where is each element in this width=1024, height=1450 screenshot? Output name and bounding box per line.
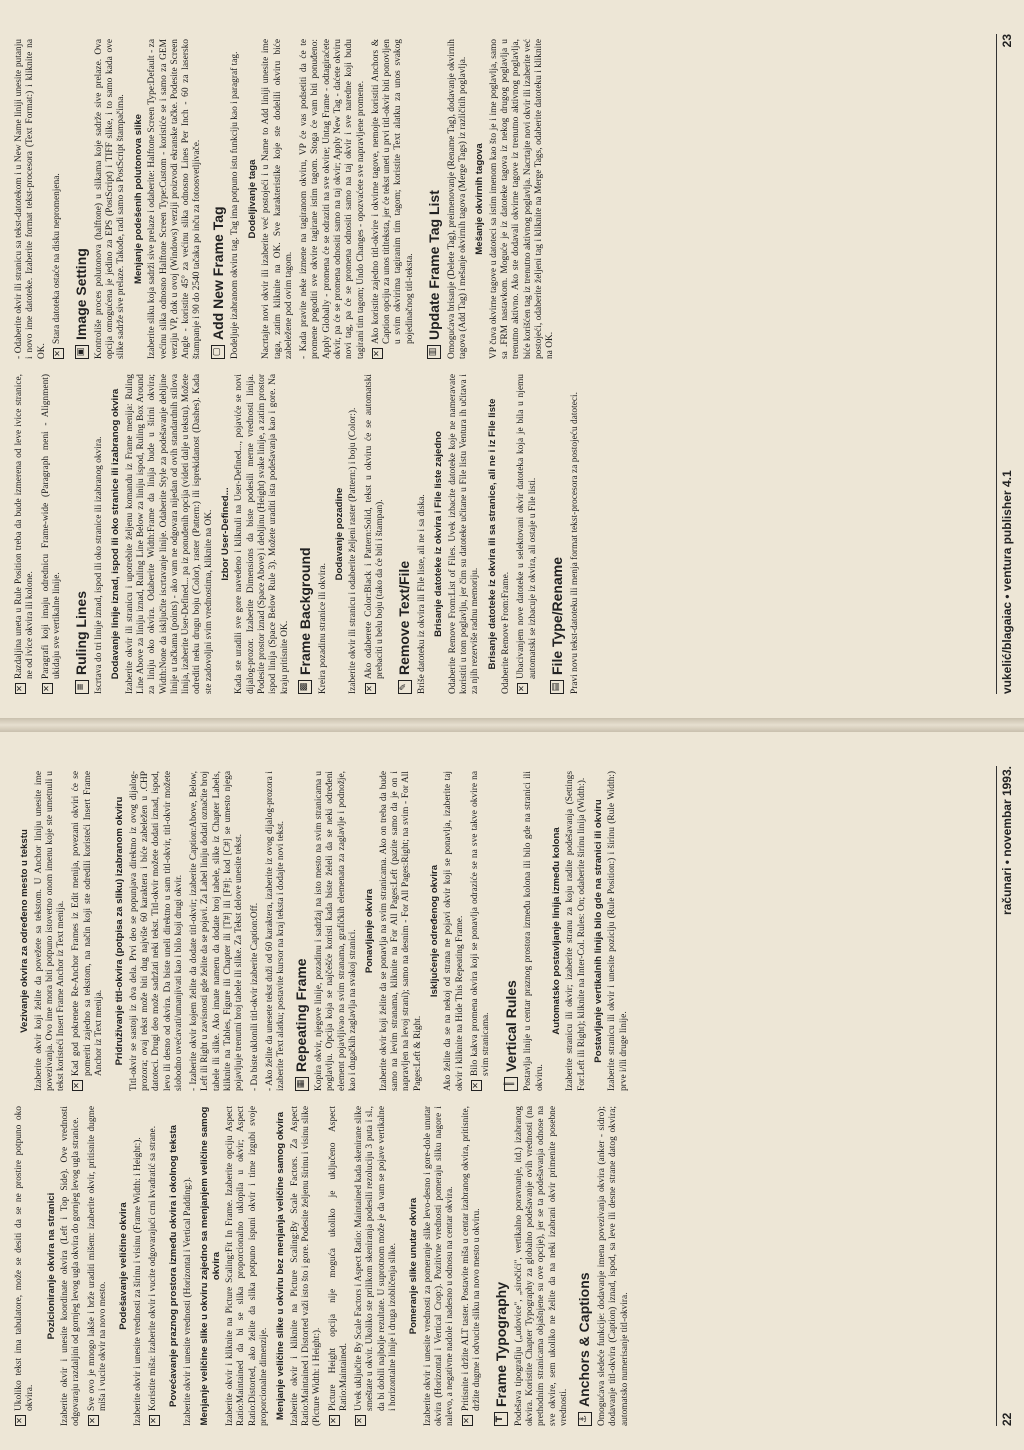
body-paragraph: Dodeljuje izabranom okviru tag. Tag ima potpuno istu funkciju kao i paragraf tag.	[230, 51, 241, 359]
body-paragraph: Izaberite okvir i unesite koordinate okvira (Left i Top Side). Ove vrednosti odgovaraju razdaljini od gornjeg levog ugla okvira do gornjeg levog ugla stranice.	[60, 1106, 82, 1426]
body-paragraph: Odaberite Remove From:List of Files. Uvek izbacite datoteke koje ne nameravate koristiti u tom poglavlju, jer čim su datoteke učitane u File listu Ventura ih učitava i za njih rezerviše radnu memoriju.	[447, 374, 481, 694]
tip-item	[516, 374, 543, 694]
subheading: Mešanje okvirnih tagova	[474, 143, 486, 255]
subheading: Izbor User-Defined...	[219, 487, 231, 581]
section-heading	[503, 771, 520, 1091]
checkbox-x-icon: ✕	[372, 348, 383, 359]
section-heading-text: Image Setting	[73, 248, 90, 340]
section-heading-text: Update Frame Tag List	[425, 190, 442, 340]
tip-item	[371, 39, 420, 359]
subheading: Pomeranje slike unutar okvira	[408, 1197, 420, 1335]
section-icon: ▣	[75, 345, 89, 359]
section-heading	[293, 771, 310, 1091]
body-paragraph: Izaberite okvir ili stranicu i upotrebite željenu komandu iz Frame menija: Ruling Line Above za liniju iznad, Ruling Line Below za liniju ispod, Ruling Box Around za liniju oko okvira. Odaberite Width:Frame da linija bude u širini okvira; Width:None da isključite iscrtavanje linije. Odaberite Style za podešavanje debljine linije u tačkama (points) - ako vam ne odgovara nijedan od ovih standardnih stilova linija, izaberite User-Defined... pa iz ponuđenih opcija (videti dalje u tekstu). Možete odrediti neku drugu boju (Color), raster (Pattern:) ili isprekidanost (Dashes). Kada ste zadovoljni svim vrednostima, kliknite na OK.	[124, 374, 214, 694]
body-paragraph: Podešava tipografiju („udovice", „siročići", vertikalno poravnanje, itd.) izabranog okvira. Koristite Chapter Typography za globalno podešavanje ovih vrednosti (na prethodnim stranicama objašnjene su ove opcije), jer se ta podešavanja odnose na sve okvire, sem ukoliko ne želite da na neki izabrani okvir primenite posebne vrednosti.	[513, 1106, 570, 1426]
body-paragraph: Izaberite okvir i kliknite na Picture Scaling:By Scale Factors. Za Aspect Ratio:Maintained i Distorted važi isto što i gore. Podesite željenu širinu i visinu slike (Picture Width: i Height:).	[289, 1106, 323, 1426]
section-heading-text: Frame Typography	[493, 1282, 510, 1407]
page-23-number: 23	[1000, 34, 1014, 48]
body-paragraph: Izaberite okvir i unesite vrednosti (Horizontal i Vertical Padding:).	[182, 1177, 193, 1426]
section-heading-text: Remove Text/File	[396, 560, 413, 675]
body-paragraph: Izaberite stranicu ili okvir; izaberite stranu za koju radite podešavanja (Settings For:Left ili Right); kliknite na Inter-Col. Rules: On; odaberite širinu linija (Width:).	[565, 771, 587, 1091]
body-paragraph: Izaberite okvir i unesite vrednosti za širinu i visinu (Frame Width: i Height:).	[132, 1137, 143, 1426]
tip-item	[354, 1106, 403, 1426]
tip-text: Stara datoteka ostaće na disku nepromenjena.	[51, 173, 62, 344]
checkbox-x-icon: ✕	[15, 1415, 26, 1426]
body-paragraph: Kreira pozadinu stranice ili okvira.	[317, 563, 328, 694]
subheading: Menjanje veličine slike u okviru zajedno sa menjanjem veličine samog okvira	[199, 1106, 222, 1426]
page-22-footer	[996, 766, 1014, 1426]
section-heading	[426, 39, 443, 359]
section-icon: T	[494, 1412, 508, 1426]
book-gutter	[0, 718, 1024, 732]
tip-text: Sve ovo je mnogo lakše i brže uraditi mišem: izaberite okvir, pritisnite dugme miša i vucite okvir na novo mesto.	[86, 1106, 108, 1411]
section-heading	[576, 1106, 593, 1426]
section-icon: ▢	[211, 345, 225, 359]
body-paragraph: Ako želite da se na nekoj od strana ne pojavi okvir koji se ponavlja, izaberite taj okvir i kliknite na Hide This Repeating Frame.	[443, 771, 465, 1091]
body-paragraph: - Izaberite okvir kojem želite da dodate titl-okvir; izaberite Caption:Above, Below, Left ili Right u zavisnosti gde želite da se pojavi. Za Label liniju dodati označite broj tabele ili slike. Ako imate nameru da dodate broj tabele, slike iz Chapter Labels, kliknite na Tables, Figure ili Chapter ili [T#] ili [F#]; kod [C#] se umesto njega pojavljuje trenutni broj tabele ili slike. Za Tekst delove unesite tekst.	[189, 771, 245, 1091]
section-heading-text: Ruling Lines	[73, 591, 90, 675]
checkbox-x-icon: ✕	[365, 683, 376, 694]
subheading: Dodeljivanje taga	[246, 159, 258, 239]
section-heading-text: Vertical Rules	[502, 980, 519, 1072]
body-paragraph: VP čuva okvirne tagove u datoteci sa istim imenom kao što je i ime poglavlja, samo sa .FRM nastavkom. Moguće je iz datoteke tagova iz nekog drugog poglavlja u trenutno aktivno. Ako ste dodavali okvirne tagove iz trenutno aktivnog poglavlja, biće korišćen tag iz trenutno aktivnog poglavlja. Nacrtajte novi okvir ili izaberite već postojeći, odaberite željeni tag i kliknite na Merge Tags, odaberite datoteku i kliknite na OK.	[488, 39, 556, 359]
section-heading-text: Add New Frame Tag	[209, 206, 226, 340]
subheading: Brisanje datoteke iz okvira ili sa stranice, ali ne i iz File liste	[486, 398, 498, 670]
tip-item	[328, 1106, 355, 1426]
subheading: Automatsko postavljanje linija između kolona	[550, 827, 562, 1035]
page-23	[14, 14, 1014, 704]
page-22	[14, 746, 1014, 1436]
page-22-column-1	[14, 1106, 635, 1426]
checkbox-x-icon: ✕	[53, 348, 64, 359]
body-paragraph: Postavlja linije u centar praznog prostora između kolona ili bilo gde na stranici ili okviru.	[523, 771, 545, 1091]
section-heading	[396, 374, 413, 694]
body-paragraph: - Kada pravite neke izmene na tagiranom okviru, VP će vas podsetiti da će te promene pogoditi sve okvire tagirane istim tagom. Stoga će vam biti ponuđeno: Apply Globally - promena će se odraziti na sve okvire; Untag Frame - odtagiraćete okvir, pa će se promena odnositi samo na taj okvir; Apply New Tag - daćete okviru novi tag, pa će se promena odnositi samo na taj okvir i sve naredne koji budu tagirani tim tagom; Undo Changes - opozvaćete sve napravljene promene.	[299, 39, 366, 359]
subheading: Vezivanje okvira za određeno mesto u tekstu	[19, 829, 30, 1033]
section-heading	[73, 39, 90, 359]
tip-text: Koristite miša: izaberite okvir i vucite odgovarajući crni kvadratić sa strane.	[147, 1125, 158, 1411]
subheading: Isključenje određenog okvira	[428, 864, 440, 998]
page-22-column-2	[14, 771, 634, 1091]
body-paragraph: Izaberite okvir i kliknite na Picture Scaling:Fit In Frame. Izaberite opciju Aspect Ratio:Maintained da bi se slika proporcionalno uklopila u okvir; Aspect Ratio:Distorted, ako želite da slika potpuno ispuni okvir i time izgubi svoje proporcionalne dimenzije.	[225, 1106, 269, 1426]
tip-item	[14, 374, 41, 694]
body-paragraph: Izaberite okvir ili stranicu i odaberite željeni raster (Pattern:) i boju (Color:).	[348, 407, 359, 694]
tip-item	[14, 1106, 41, 1426]
page-23-column-1	[14, 374, 585, 694]
section-icon: ▦	[295, 1077, 309, 1091]
subheading: Dodavanje pozadine	[333, 487, 345, 581]
section-heading-text: Repeating Frame	[293, 958, 310, 1072]
tip-item	[364, 374, 391, 694]
subheading: Postavljanje vertikalnih linija bilo gde na stranici ili okviru	[592, 799, 604, 1063]
body-paragraph: Odaberite Remove From:Frame.	[501, 571, 512, 694]
body-paragraph: - Odaberite okvir ili stranicu sa tekst-datotekom i u New Name liniji unesite putanju i novo ime datoteke. Izaberite format tekst-procesora (Text Format:) i kliknite na OK.	[14, 39, 47, 359]
section-icon: ≡	[75, 680, 89, 694]
section-heading-text: File Type/Rename	[549, 556, 566, 675]
tip-item	[470, 771, 497, 1091]
body-paragraph: - Da biste uklonili titl-okvir izaberite Caption:Off.	[249, 902, 260, 1091]
tip-item	[41, 374, 68, 694]
tip-item	[461, 1106, 488, 1426]
section-heading	[493, 1106, 510, 1426]
page-23-magazine: vukelić/blagaiac • ventura publisher 4.1	[1000, 470, 1014, 694]
subheading: Menjanje podešenih polutonova slike	[132, 113, 144, 285]
tip-text: Picture Height opcija nije moguća ukoliko je uključeno Aspect Ratio:Maintained.	[327, 1106, 349, 1411]
section-icon: ▤	[550, 680, 564, 694]
tip-text: Ubacivanjem nove datoteke u selektovani okvir datoteka koja je bila u njemu automatski se izbacuje iz okvira, ali ostaje u File listi.	[516, 374, 538, 679]
checkbox-x-icon: ✕	[471, 1080, 482, 1091]
body-paragraph: Kontroliše proces polutonova (halftone) u slikama koje sadrže sive prelaze. Ova opcija omogućena je jedino za EPS (PostScript) i TIFF slike, i to samo kada ove slike sadrže sive prelaze. Takođe, radi samo sa PostScript štampačima.	[93, 39, 127, 359]
tip-text: Bilo kakva promena okvira koji se ponavlja odraziće se na sve takve okvire na svim stranicama.	[469, 771, 492, 1076]
section-heading	[549, 374, 566, 694]
tip-item	[148, 1106, 163, 1426]
checkbox-x-icon: ✕	[462, 1415, 473, 1426]
page-23-column-2	[14, 39, 560, 359]
section-icon: ║	[504, 1077, 518, 1091]
checkbox-x-icon: ✕	[42, 683, 53, 694]
checkbox-x-icon: ✕	[149, 1415, 160, 1426]
subheading: Pozicioniranje okvira na stranici	[45, 1192, 57, 1340]
body-paragraph: Briše datoteku iz okvira ili File liste, ali ne i sa diska.	[417, 494, 428, 694]
body-paragraph: Izaberite stranicu ili okvir i unesite poziciju (Rule Position:) i širinu (Rule Width:) prve i/ili druge linije.	[607, 771, 629, 1091]
body-paragraph: Kada ste uradili sve gore navedeno i kliknuli na User-Defined..., pojaviće se novi dijalog-prozor. Izaberite Dimensions da biste podesili merne vrednosti linija. Podesite prostor iznad (Space Above) i debljinu (Height) svake linije, a zatim prostor ispod linija (Space Below Rule 3). Možete uraditi ista podešavanja kao i gore. Na kraju pritisnite OK.	[234, 374, 290, 694]
body-paragraph: Kopira okvir, njegove linije, pozadinu i sadržaj na isto mesto na svim stranicama u poglavlju. Opcija koja se najčešće koristi kada biste želeli da se neki određeni element pojavljivao na svim stranama, grafičkih elemenata za zaglavlje i podnožje, kao i dugačkih zaglavlja na svakoj stranici.	[314, 771, 358, 1091]
section-icon: ▥	[427, 345, 441, 359]
tip-item	[87, 1106, 114, 1426]
tip-text: Kad god pokrenete Re-Anchor Frames iz Edit menija, povezani okviri će se pomeriti zajedno sa tekstom, na način koji ste odredili koristeći Insert Frame Anchor iz Text menija.	[71, 771, 104, 1076]
body-paragraph: Izaberite okvir koji želite da povežete sa tekstom. U Anchor liniju unesite ime povezivanja. Ovo ime mora biti potpuno istovetno onom imenu koje ste umetnuli u tekst koristeći Insert Frame Anchor iz Text menija.	[33, 771, 67, 1091]
tip-text: Pritisnite i držite ALT taster. Postavite miša u centar izabranog okvira, pritisnite, držite dugme i odvucite sliku na novo mesto u okviru.	[460, 1106, 482, 1411]
tip-text: Uvek uključite By Scale Factors i Aspect Ratio: Maintained kada skenirane slike smeštate u okvir. Ukoliko ste prilikom skeniranja podesili rezoluciju 3 puta i sl., da bi dobili najbolje rezultate. U suprotnom može je da vam se pojave vertikalne i horizontalne linije i druga izobličenja slike.	[354, 1106, 398, 1411]
section-heading	[73, 374, 90, 694]
page-22-magazine: računari • novembar 1993.	[1000, 766, 1014, 915]
section-heading	[297, 374, 314, 694]
checkbox-x-icon: ✕	[72, 1080, 83, 1091]
section-icon: ✎	[398, 680, 412, 694]
checkbox-x-icon: ✕	[517, 683, 528, 694]
subheading: Podešavanje veličine okvira	[118, 1202, 130, 1330]
section-heading-text: Anchors & Captions	[576, 1272, 593, 1407]
tip-text: Paragrafi koji imaju odrednicu Frame-wide (Paragraph meni - Alignment) ukidaju sve vertikalne linije.	[40, 374, 62, 679]
body-paragraph: Izaberite okvir i unesite vrednosti za pomeranje slike levo-desno i gore-dole unutar okvira (Horizontal i Vertical Crop:). Pozitivne vrednosti pomeraju sliku nagore i nalevo, a negativne nadole i nadesno u odnosu na centar okvira.	[422, 1106, 456, 1426]
subheading: Povećavanje praznog prostora između okvira i okolnog teksta	[168, 1124, 180, 1408]
body-paragraph: Omogućava brisanje (Delete Tag), preimenovanje (Rename Tag), dodavanje okvirnih tagova (Add Tag) i mešanje okvirnih tagova (Merge Tags) iz različitih poglavlja.	[446, 39, 468, 359]
body-paragraph: Omogućava sledeće funkcije: dodavanje imena povezivanja okvira (anker - sidro); dodavanje titl-okvira (Caption) iznad, ispod, sa leve ili desne strane datog okvira; automatsko numerisanje titl-okvira.	[597, 1106, 630, 1426]
body-paragraph: Iscrtava do tri linije iznad, ispod ili oko stranice ili izabranog okvira.	[93, 436, 104, 694]
body-paragraph: Titl-okvir se sastoji iz dva dela. Prvi deo se popunjava direktno iz ovog dijalog-prozora; ovaj tekst može biti dug najviše 60 karaktera i biće zabeležen u .CHP datoteci. Drugi deo može sadržati neki tekst. Titl-okvir možete dodati iznad, ispod, levo ili desno od okvira. Da biste uneli direktno u sam titl-okvir, titl-okvir možete slobodno uvećavati/umanjivati kao i bilo koji drugi okvir.	[128, 771, 184, 1091]
checkbox-x-icon: ✕	[88, 1415, 99, 1426]
tip-text: Ako odaberete Color:Black i Pattern:Solid, tekst u okviru će se automatski prebaciti u belu boju (tako da će biti i štampan).	[363, 374, 385, 679]
tip-text: Ako koristite zajedno titl-okvire i okvirne tagove, nemojte koristiti Anchors & Caption opciju za unos titlteksta, jer će tekst uneti u prvi titl-okvir biti ponovljen u svim okvirima tagiranim tim tagom; koristite Text alatku za unos svakog pojedinačnog titl-teksta.	[370, 39, 415, 344]
subheading: Dodavanje linije iznad, ispod ili oko stranice ili izabranog okvira	[110, 388, 122, 680]
checkbox-x-icon: ✕	[15, 683, 26, 694]
subheading: Ponavljanje okvira	[364, 888, 376, 974]
page-23-footer	[996, 34, 1014, 694]
tip-item	[71, 771, 109, 1091]
body-paragraph: Pravi novu tekst-datoteku ili menja format tekst-procesora za postojeću datoteci.	[569, 392, 580, 694]
body-paragraph: Nacrtajte novi okvir ili izaberite već postojeći i u Name to Add liniji unesite ime taga, zatim kliknite na OK. Sve karakteristike koje ste dodelili okviru biće zabeležene pod ovim tagom.	[261, 39, 294, 359]
tip-text: Razdaljina uneta u Rule Position treba da bude izmerena od leve ivice stranice, ne od ivice okvira ili kolone.	[14, 374, 36, 679]
tip-item	[52, 39, 67, 359]
section-icon: ▩	[298, 680, 312, 694]
body-paragraph: Izaberite okvir koji želite da se ponavlja na svim stranicama. Ako on treba da bude samo na levim stranama, kliknite na For All Pages:Left (pazite samo da je on i napravljen na levoj strani); samo na desnim - For All Pages:Right; na svim - For All Pages:Left & Right.	[378, 771, 423, 1091]
tip-text: Ukoliko tekst ima tabulatore, može se desiti da se ne prostire potpuno oko okvira.	[14, 1106, 36, 1411]
page-22-number: 22	[1000, 1412, 1014, 1426]
checkbox-x-icon: ✕	[355, 1415, 366, 1426]
subheading: Brisanje datoteke iz okvira i File liste zajedno	[433, 431, 445, 637]
section-heading	[210, 39, 227, 359]
subheading: Pridruživanje titl-okvira (potpisa za sliku) izabranom okviru	[114, 796, 126, 1066]
body-paragraph: - Ako želite da unesete tekst duži od 60 karaktera, izaberite iz ovog dijalog-prozora i izaberite Text alatku; postavite kursor na kraj teksta i dodajte novi tekst.	[264, 771, 287, 1091]
body-paragraph: Izaberite sliku koja sadrži sive prelaze i odaberite: Halftone Screen Type:Default - za većinu slika odnosno Halftone Screen Type:Custom - koristiće se i samo za GEM verziju VP, dok u ovoj (Windows) verziji proizvodi ekranske tačke. Podesite Screen Angle - koristite 45° za većinu slika odnosno Lines Per Inch - 60 za lasersko štampanje i 90 do 2540 tačaka po inču za fotoosvetljivače.	[147, 39, 203, 359]
section-icon: ⚓	[578, 1412, 592, 1426]
subheading: Menjanje veličine slike u okviru bez menjanja veličine samog okvira	[275, 1111, 287, 1421]
section-heading-text: Frame Background	[296, 547, 313, 675]
checkbox-x-icon: ✕	[329, 1415, 340, 1426]
